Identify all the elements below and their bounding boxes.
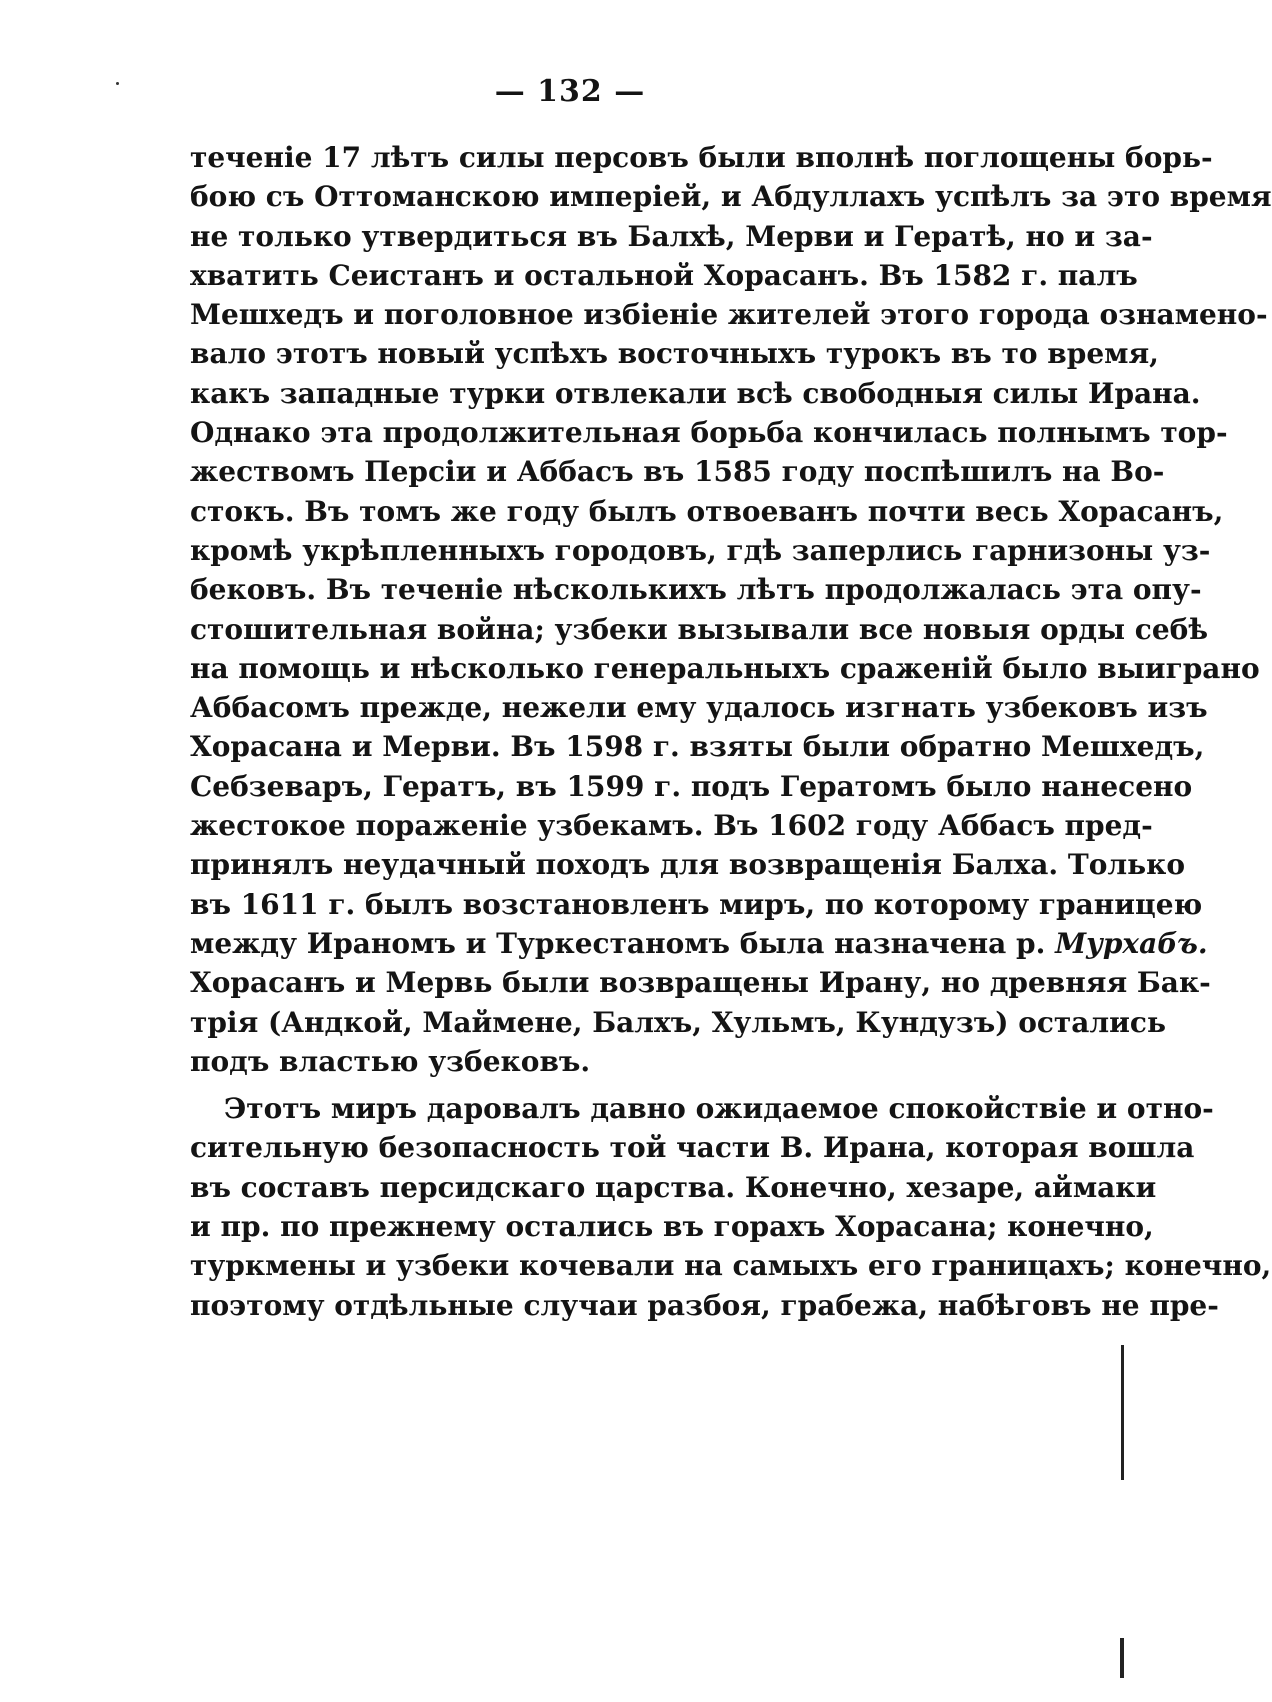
scan-margin-line	[1120, 1638, 1124, 1678]
text-line: поэтому отдѣльные случаи разбоя, грабежа, набѣговъ не пре-	[190, 1288, 1219, 1322]
paragraph-1	[190, 138, 1272, 1081]
text-line: бековъ. Въ теченіе нѣсколькихъ лѣтъ продолжалась эта опу-	[190, 573, 1202, 607]
text-fragment: между Ираномъ и Туркестаномъ была назначена р.	[190, 926, 1046, 960]
text-line: Этотъ миръ даровалъ давно ожидаемое спокойствіе и отно-	[224, 1092, 1214, 1126]
text-line: и пр. по прежнему остались въ горахъ Хорасана; конечно,	[190, 1210, 1154, 1244]
text-line: жествомъ Персіи и Аббасъ въ 1585 году поспѣшилъ на Во-	[190, 455, 1165, 489]
text-line: Аббасомъ прежде, нежели ему удалось изгнать узбековъ изъ	[190, 691, 1208, 725]
text-line: туркмены и узбеки кочевали на самыхъ его границахъ; конечно,	[190, 1249, 1272, 1283]
text-line: въ составъ персидскаго царства. Конечно, хезаре, аймаки	[190, 1170, 1157, 1204]
text-line: бою съ Оттоманскою имперіей, и Абдуллахъ успѣлъ за это время	[190, 180, 1272, 214]
text-line: въ 1611 г. былъ возстановленъ миръ, по которому границею	[190, 887, 1203, 921]
text-line: Мешхедъ и поголовное избіеніе жителей этого города ознамено-	[190, 298, 1268, 332]
text-line: стокъ. Въ томъ же году былъ отвоеванъ почти весь Хорасанъ,	[190, 494, 1224, 528]
text-line: жестокое пораженіе узбекамъ. Въ 1602 году Аббасъ пред-	[190, 809, 1153, 843]
body-text	[190, 138, 1272, 1325]
text-line: кромѣ укрѣпленныхъ городовъ, гдѣ заперлись гарнизоны уз-	[190, 533, 1211, 567]
text-line: подъ властью узбековъ.	[190, 1044, 591, 1078]
page-number: — 132 —	[494, 74, 646, 109]
river-name-italic: Мурхабъ.	[1055, 926, 1208, 960]
scan-speck	[116, 82, 119, 85]
text-line: какъ западные турки отвлекали всѣ свободныя силы Ирана.	[190, 376, 1201, 410]
text-line: Хорасанъ и Мервь были возвращены Ирану, но древняя Бак-	[190, 966, 1211, 1000]
text-line: Хорасана и Мерви. Въ 1598 г. взяты были обратно Мешхедъ,	[190, 730, 1205, 764]
text-line: теченіе 17 лѣтъ силы персовъ были вполнѣ поглощены борь-	[190, 141, 1213, 174]
text-line: сительную безопасность той части В. Ирана, которая вошла	[190, 1131, 1195, 1165]
text-line: на помощь и нѣсколько генеральныхъ сраженій было выиграно	[190, 651, 1260, 685]
text-line: трія (Андкой, Маймене, Балхъ, Хульмъ, Кундузъ) остались	[190, 1005, 1166, 1039]
text-line-with-river-name	[190, 924, 1208, 963]
text-line: вало этотъ новый успѣхъ восточныхъ турокъ въ то время,	[190, 337, 1159, 371]
text-line: стошительная война; узбеки вызывали все новыя орды себѣ	[190, 612, 1209, 646]
paragraph-2	[190, 1089, 1272, 1325]
text-line: Себзеваръ, Гератъ, въ 1599 г. подъ Гератомъ было нанесено	[190, 769, 1193, 803]
text-line: хватить Сеистанъ и остальной Хорасанъ. Въ 1582 г. палъ	[190, 258, 1138, 292]
text-line: не только утвердиться въ Балхѣ, Мерви и Гератѣ, но и за-	[190, 219, 1153, 253]
scan-margin-line	[1121, 1345, 1124, 1480]
text-line: принялъ неудачный походъ для возвращенія Балха. Только	[190, 848, 1186, 882]
text-line: Однако эта продолжительная борьба кончилась полнымъ тор-	[190, 416, 1228, 450]
